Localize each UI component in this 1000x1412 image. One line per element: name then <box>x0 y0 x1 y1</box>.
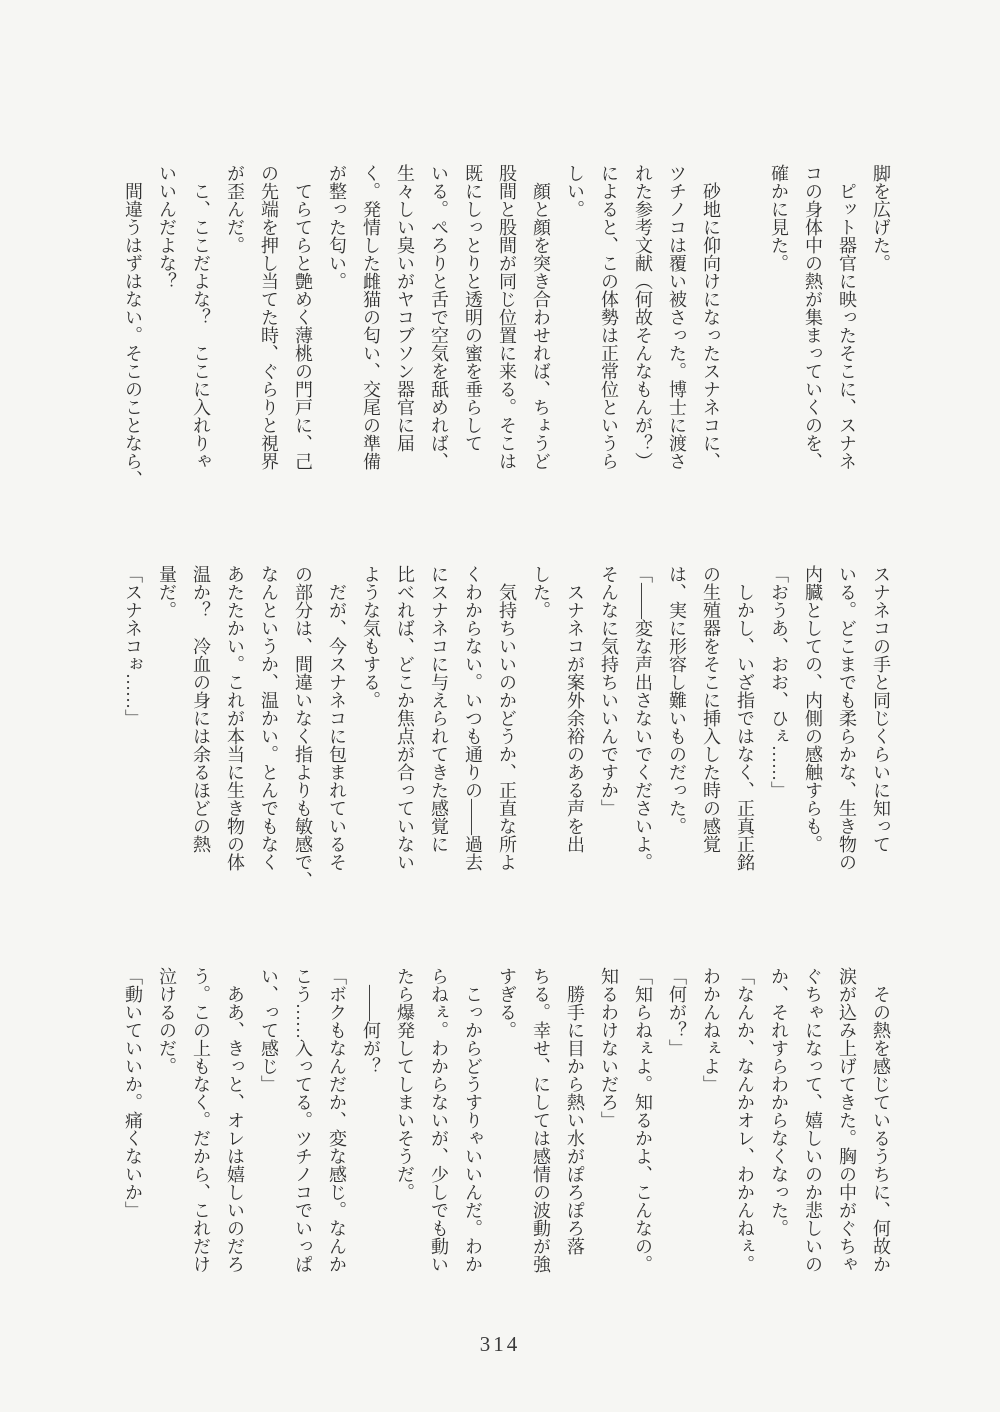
text-line: そんなに気持ちいいんですか」 <box>599 565 619 817</box>
text-line: く。発情した雌猫の匂い、交尾の準備 <box>361 164 381 470</box>
text-line: 間違うはずはない。そこのことなら、 <box>123 164 143 488</box>
text-line: によると、この体勢は正常位というら <box>599 164 619 470</box>
text-line: その熱を感じているうちに、何故か <box>871 967 891 1273</box>
text-line: 涙が込み上げてきた。胸の中がぐちゃ <box>837 967 857 1273</box>
text-line: 比べれば、どこか焦点が合っていない <box>395 565 415 871</box>
text-line: こう……入ってる。ツチノコでいっぱ <box>293 967 313 1273</box>
text-line: う。この上もなく。だから、これだけ <box>191 967 211 1273</box>
text-line: 「何が？」 <box>667 967 687 1057</box>
text-line: が整った匂い。 <box>327 164 347 290</box>
text-line: ああ、きっと、オレは嬉しいのだろ <box>225 967 245 1273</box>
text-line: いいんだよな？ <box>157 164 177 290</box>
text-line: てらてらと艶めく薄桃の門戸に、己 <box>293 164 313 470</box>
text-line: ちる。幸せ、にしては感情の波動が強 <box>531 967 551 1273</box>
text-line: 砂地に仰向けになったスナネコに、 <box>701 164 721 470</box>
text-line: すぎる。 <box>497 967 517 1039</box>
text-line: 勝手に目から熱い水がぽろぽろ落 <box>565 967 585 1255</box>
text-line: わかんねぇよ」 <box>701 967 721 1093</box>
page-number: 314 <box>479 1332 521 1356</box>
text-line: れた参考文献（何故そんなもんが？） <box>633 164 653 470</box>
text-line: なんというか、温かい。とんでもなく <box>259 565 279 871</box>
text-line: だが、今スナネコに包まれているそ <box>327 565 347 871</box>
text-line: ツチノコは覆い被さった。博士に渡さ <box>667 164 687 470</box>
text-line: 既にしっとりと透明の蜜を垂らして <box>463 164 483 452</box>
text-line: ――何が？ <box>361 967 381 1075</box>
text-line: こっからどうすりゃいいんだ。わか <box>463 967 483 1273</box>
text-line: 顔と顔を突き合わせれば、ちょうど <box>531 164 551 470</box>
text-line: 「スナネコぉ……」 <box>123 565 143 727</box>
text-line: スナネコの手と同じくらいに知って <box>871 565 891 853</box>
text-block-middle <box>116 565 898 901</box>
text-line: した。 <box>531 565 551 619</box>
text-line: か、それすらわからなくなった。 <box>769 967 789 1237</box>
text-line: は、実に形容し難いものだった。 <box>667 565 687 835</box>
text-line: 「ボクもなんだか、変な感じ。なんか <box>327 967 347 1273</box>
text-line: ような気もする。 <box>361 565 381 709</box>
text-line: くわからない。いつも通りの――過去 <box>463 565 483 871</box>
text-line: ピット器官に映ったそこに、スナネ <box>837 164 857 470</box>
text-line: 内臓としての、内側の感触すらも。 <box>803 565 823 853</box>
text-line: の生殖器をそこに挿入した時の感覚 <box>701 565 721 853</box>
text-line: の部分は、間違いなく指よりも敏感で、 <box>293 565 313 889</box>
text-line: コの身体中の熱が集まっていくのを、 <box>803 164 823 470</box>
text-line: 生々しい臭いがヤコブソン器官に届 <box>395 164 415 452</box>
text-line: が歪んだ。 <box>225 164 245 254</box>
text-line: 量だ。 <box>157 565 177 619</box>
text-block-top <box>116 164 898 500</box>
text-line: にスナネコに与えられてきた感覚に <box>429 565 449 853</box>
text-line: い、って感じ」 <box>259 967 279 1093</box>
text-line: しい。 <box>565 164 585 218</box>
text-line: らねぇ。わからないが、少しでも動い <box>429 967 449 1273</box>
text-line: ぐちゃになって、嬉しいのか悲しいの <box>803 967 823 1273</box>
text-line: あたたかい。これが本当に生き物の体 <box>225 565 245 871</box>
text-line: 「知らねぇよ。知るかよ、こんなの。 <box>633 967 653 1273</box>
text-line <box>728 164 762 500</box>
text-block-bottom <box>116 967 898 1303</box>
text-line: 「おうあ、おお、ひぇ……」 <box>769 565 789 799</box>
text-line: たら爆発してしまいそうだ。 <box>395 967 415 1201</box>
text-line: 知るわけないだろ」 <box>599 967 619 1129</box>
text-line: 脚を広げた。 <box>871 164 891 272</box>
text-line: いる。ぺろりと舌で空気を舐めれば、 <box>429 164 449 470</box>
text-line: いる。どこまでも柔らかな、生き物の <box>837 565 857 871</box>
text-line: 確かに見た。 <box>769 164 789 272</box>
text-line: の先端を押し当てた時、ぐらりと視界 <box>259 164 279 470</box>
text-line: スナネコが案外余裕のある声を出 <box>565 565 585 853</box>
text-line: しかし、いざ指ではなく、正真正銘 <box>735 565 755 871</box>
text-line: 「――変な声出さないでくださいよ。 <box>633 565 653 871</box>
text-line: 泣けるのだ。 <box>157 967 177 1075</box>
text-line: 「なんか、なんかオレ、わかんねぇ。 <box>735 967 755 1273</box>
text-line: 温か？ 冷血の身には余るほどの熱 <box>191 565 211 853</box>
text-line: 気持ちいいのかどうか、正直な所よ <box>497 565 517 871</box>
text-line: 股間と股間が同じ位置に来る。そこは <box>497 164 517 470</box>
text-line: こ、ここだよな？ ここに入れりゃ <box>191 164 211 470</box>
text-line: 「動いていいか。痛くないか」 <box>123 967 143 1219</box>
